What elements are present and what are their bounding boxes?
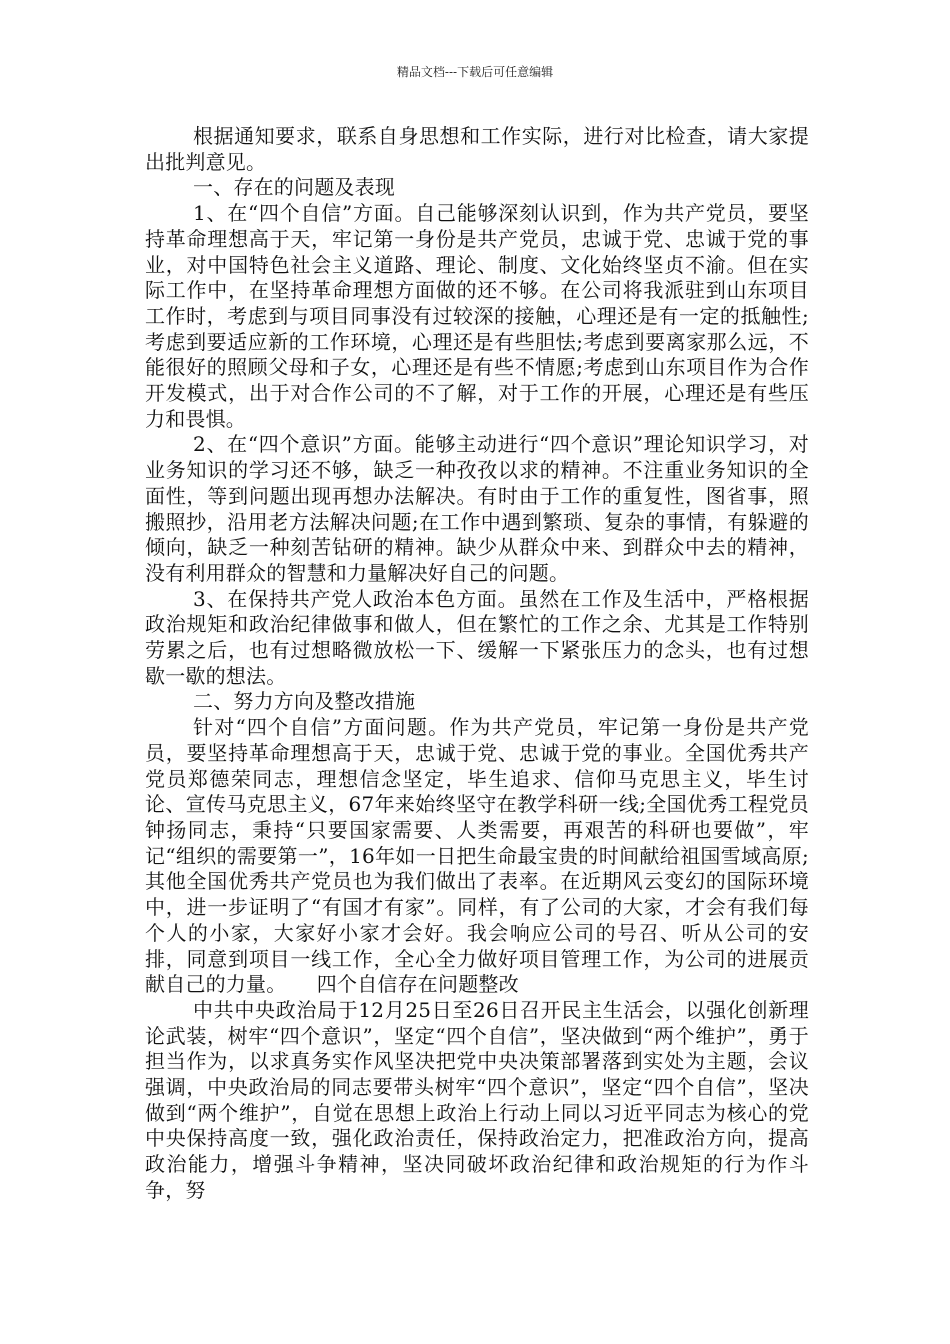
paragraph-political-character: 3、在保持共产党人政治本色方面。虽然在工作及生活中，严格根据政治规矩和政治纪律做事和做人，但在繁忙的工作之余、尤其是工作特别劳累之后，也有过想略微放松一下、缓解一下紧张压力的念头，也有过想歇一歇的想法。 xyxy=(145,586,809,688)
paragraph-politburo-meeting: 中共中央政治局于12月25日至26日召开民主生活会，以强化创新理论武装，树牢“四个意识”，坚定“四个自信”，坚决做到“两个维护”，勇于担当作为，以求真务实作风坚决把党中央决策部署落到实处为主题，会议强调，中央政治局的同志要带头树牢“四个意识”，坚定“四个自信”，坚决做到“两个维护”，自觉在思想上政治上行动上同以习近平同志为核心的党中央保持高度一致，强化政治责任，保持政治定力，把准政治方向，提高政治能力，增强斗争精神，坚决同破坏政治纪律和政治规矩的行为作斗争，努 xyxy=(145,997,809,1202)
paragraph-measures: 针对“四个自信”方面问题。作为共产党员，牢记第一身份是共产党员，要坚持革命理想高于天，忠诚于党、忠诚于党的事业。全国优秀共产党员郑德荣同志，理想信念坚定，毕生追求、信仰马克思主义，毕生讨论、宣传马克思主义，67年来始终坚守在教学科研一线;全国优秀工程党员钟扬同志，秉持“只要国家需要、人类需要，再艰苦的科研也要做”，牢记“组织的需要第一”，16年如一日把生命最宝贵的时间献给祖国雪域高原;其他全国优秀共产党员也为我们做出了表率。在近期风云变幻的国际环境中，进一步证明了“有国才有家”。同样，有了公司的大家，才会有我们每个人的小家，大家好小家才会好。我会响应公司的号召、听从公司的安排，同意到项目一线工作，全心全力做好项目管理工作，为公司的进展贡献自己的力量。 四个自信存在问题整改 xyxy=(145,715,809,997)
paragraph-four-confidences: 1、在“四个自信”方面。自己能够深刻认识到，作为共产党员，要坚持革命理想高于天，牢记第一身份是共产党员，忠诚于党、忠诚于党的事业，对中国特色社会主义道路、理论、制度、文化始终坚贞不渝。但在实际工作中，在坚持革命理想方面做的还不够。在公司将我派驻到山东项目工作时，考虑到与项目同事没有过较深的接触，心理还是有一定的抵触性;考虑到要适应新的工作环境，心理还是有些胆怯;考虑到要离家那么远，不能很好的照顾父母和子女，心理还是有些不情愿;考虑到山东项目作为合作开发模式，出于对合作公司的不了解，对于工作的开展，心理还是有些压力和畏惧。 xyxy=(145,201,809,431)
document-body xyxy=(145,124,809,1204)
section-heading-problems: 一、存在的问题及表现 xyxy=(193,175,395,200)
intro-paragraph: 根据通知要求，联系自身思想和工作实际，进行对比检查，请大家提出批判意见。 xyxy=(145,124,809,174)
section-heading-measures: 二、努力方向及整改措施 xyxy=(193,689,416,714)
page-header: 精品文档---下载后可任意编辑 xyxy=(396,65,554,79)
paragraph-four-consciousness: 2、在“四个意识”方面。能够主动进行“四个意识”理论知识学习，对业务知识的学习还不够，缺乏一种孜孜以求的精神。不注重业务知识的全面性，等到问题出现再想办法解决。有时由于工作的重复性，图省事，照搬照抄，沿用老方法解决问题;在工作中遇到繁琐、复杂的事情，有躲避的倾向，缺乏一种刻苦钻研的精神。缺少从群众中来、到群众中去的精神，没有利用群众的智慧和力量解决好自己的问题。 xyxy=(145,432,809,585)
